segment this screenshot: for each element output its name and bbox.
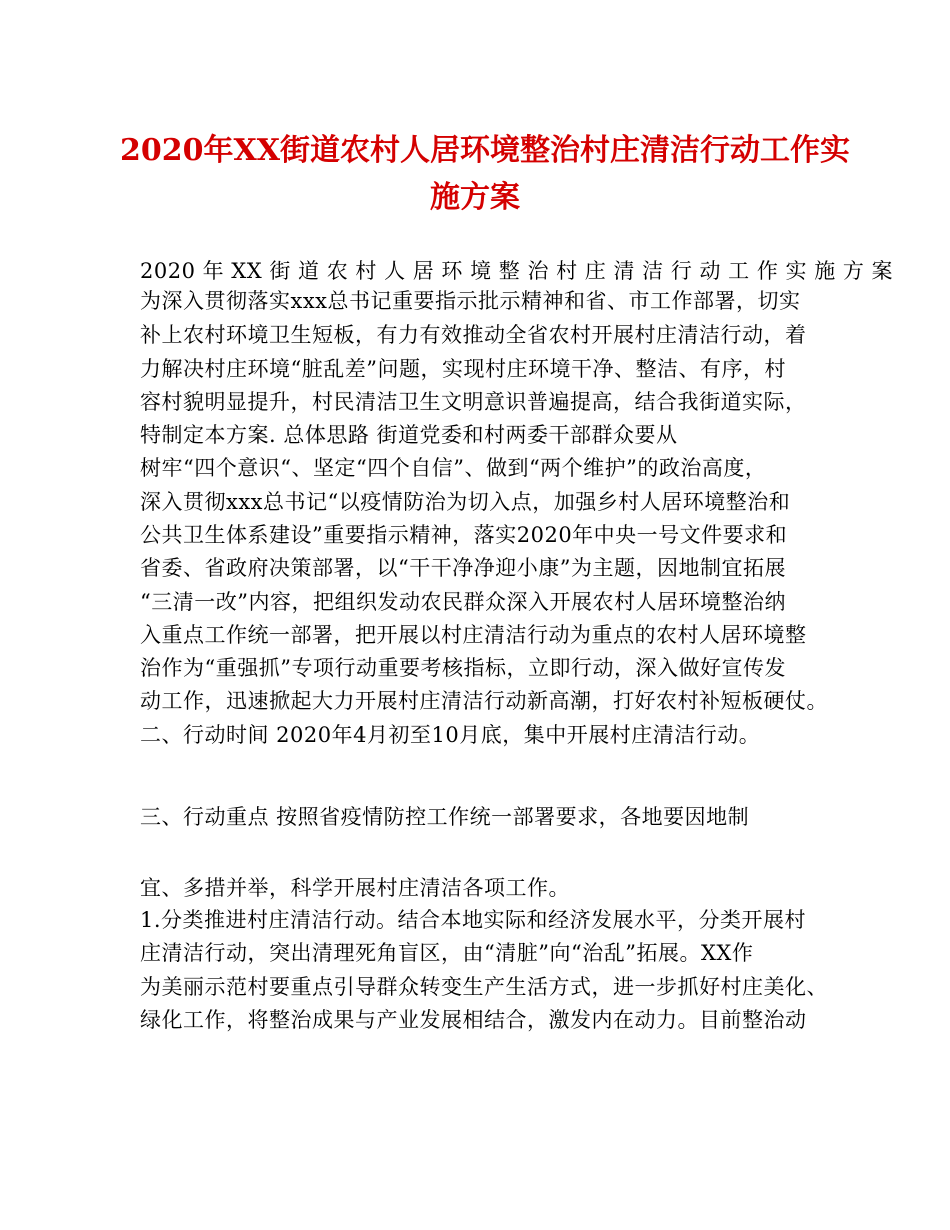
body-line: 动工作，迅速掀起大力开展村庄清洁行动新高潮，打好农村补短板硬仗。 bbox=[140, 689, 828, 713]
body-line: 宜、多措并举，科学开展村庄清洁各项工作。 bbox=[140, 876, 570, 900]
body-line: 深入贯彻xxx总书记“以疫情防治为切入点，加强乡村人居环境整治和 bbox=[140, 490, 791, 514]
body-line: 1.分类推进村庄清洁行动。结合本地实际和经济发展水平，分类开展村 bbox=[140, 908, 807, 932]
body-line: “三清一改”内容，把组织发动农民群众深入开展农村人居环境整治纳 bbox=[140, 590, 786, 614]
body-line: 庄清洁行动，突出清理死角盲区，由“清脏”向“治乱”拓展。XX作 bbox=[140, 941, 754, 965]
body-line: 三、行动重点 按照省疫情防控工作统一部署要求，各地要因地制 bbox=[140, 805, 750, 829]
body-line: 力解决村庄环境“脏乱差”问题，实现村庄环境干净、整洁、有序，村 bbox=[140, 357, 786, 381]
body-line: 入重点工作统一部署，把开展以村庄清洁行动为重点的农村人居环境整 bbox=[140, 623, 807, 647]
body-line: 树牢“四个意识“、坚定“四个自信”、做到“两个维护”的政治高度， bbox=[140, 456, 767, 480]
body-line: 省委、省政府决策部署，以“干干净净迎小康”为主题，因地制宜拓展 bbox=[140, 556, 786, 580]
body-line: 公共卫生体系建设”重要指示精神，落实2020年中央一号文件要求和 bbox=[140, 523, 788, 547]
document-title-line-1: 2020年XX街道农村人居环境整治村庄清洁行动工作实 bbox=[120, 133, 851, 168]
body-line: 绿化工作，将整治成果与产业发展相结合，激发内在动力。目前整治动 bbox=[140, 1008, 807, 1032]
body-line: 治作为“重强抓”专项行动重要考核指标，立即行动，深入做好宣传发 bbox=[140, 656, 786, 680]
body-line: 特制定本方案. 总体思路 街道党委和村两委干部群众要从 bbox=[140, 423, 678, 447]
document-title-line-2: 施方案 bbox=[430, 180, 520, 215]
body-line: 2020 年 XX 街 道 农 村 人 居 环 境 整 治 村 庄 清 洁 行 动 工 作 实 施 方 案 bbox=[140, 259, 894, 283]
body-line: 补上农村环境卫生短板，有力有效推动全省农村开展村庄清洁行动，着 bbox=[140, 323, 807, 347]
body-line: 容村貌明显提升，村民清洁卫生文明意识普遍提高，结合我街道实际， bbox=[140, 390, 807, 414]
body-line: 为美丽示范村要重点引导群众转变生产生活方式，进一步抓好村庄美化、 bbox=[140, 975, 828, 999]
body-line: 二、行动时间 2020年4月初至10月底，集中开展村庄清洁行动。 bbox=[140, 723, 761, 747]
body-line: 为深入贯彻落实xxx总书记重要指示批示精神和省、市工作部署，切实 bbox=[140, 289, 801, 313]
